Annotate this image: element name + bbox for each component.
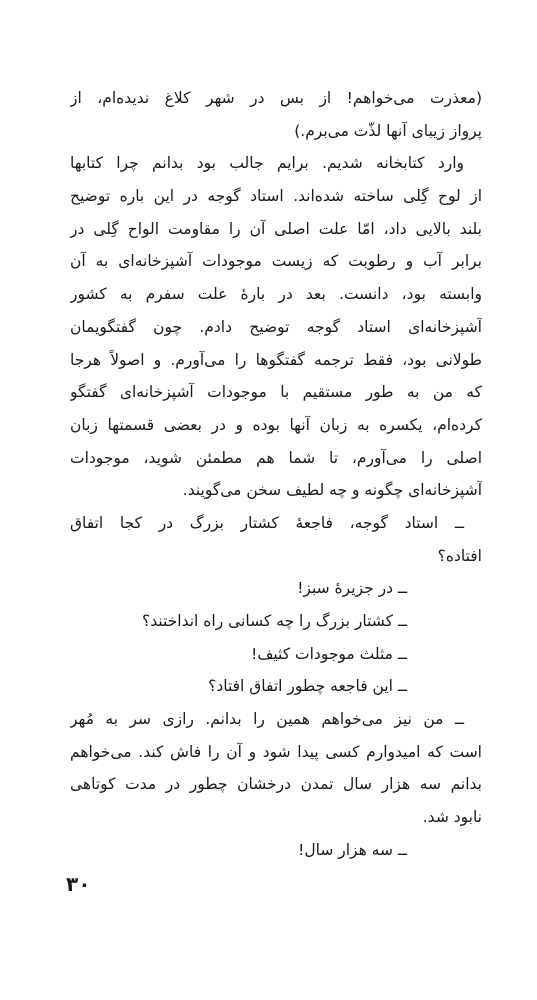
- text-line: از لوح گِلی ساخته شده‌اند. استاد گوجه در این باره توضیح: [70, 187, 482, 206]
- dialogue-line: ــ این فاجعه چطور اتفاق افتاد؟: [208, 677, 407, 696]
- dialogue-line: ــ کشتار بزرگ را چه کسانی راه انداختند؟: [141, 612, 407, 630]
- text-line: آشپزخانه‌ای چگونه و چه لطیف سخن می‌گویند.: [182, 481, 482, 500]
- dialogue-line: ــ مثلث موجودات کثیف!: [251, 644, 407, 663]
- dialogue-line: ــ من نیز می‌خواهم همین را بدانم. رازی سر به مُهر: [70, 710, 464, 729]
- body-text: [70, 82, 482, 867]
- dialogue-line: ــ در جزیرهٔ سبز!: [297, 579, 407, 598]
- text-line: پرواز زیبای آنها لذّت می‌برم.): [294, 121, 482, 140]
- text-line: آشپزخانه‌ای استاد گوجه توضیح دادم. چون گفتگویمان: [70, 317, 482, 336]
- dialogue-line: ــ سه هزار سال!: [298, 840, 407, 859]
- text-line: نابود شد.: [422, 808, 482, 827]
- page-number: ۳۰: [66, 872, 91, 896]
- text-line: وابسته بود، دانست. بعد در بارهٔ علت سفرم به کشور: [70, 285, 482, 304]
- text-line: بدانم سه هزار سال تمدن درخشان چطور در مدت کوتاهی: [70, 775, 482, 794]
- text-line: طولانی بود، فقط ترجمه گفتگوها را می‌آورم. و اصولاً هرجا: [70, 350, 482, 369]
- text-line: کرده‌ام، یکسره به زبان آنها بوده و در بعضی قسمتها زبان: [70, 415, 482, 434]
- text-line: اصلی را می‌آورم، تا شما هم مطمئن شوید، موجودات: [70, 448, 482, 467]
- text-line: برابر آب و رطوبت که زیست موجودات آشپزخانه‌ای به آن: [70, 252, 482, 271]
- text-line: است که امیدوارم کسی پیدا شود و آن را فاش کند. می‌خواهم: [70, 742, 482, 761]
- text-line: وارد کتابخانه شدیم. برایم جالب بود بدانم چرا کتابها: [70, 154, 464, 173]
- dialogue-line: ــ استاد گوجه، فاجعهٔ کشتار بزرگ در کجا اتفاق: [70, 513, 464, 532]
- text-line: (معذرت می‌خواهم! از بس در شهر کلاغ ندیده‌ام، از: [70, 89, 482, 107]
- text-line: بلند بالایی داد، امّا علت اصلی آن را مقاومت الواح گِلی در: [70, 219, 482, 238]
- dialogue-line: افتاده؟: [437, 546, 482, 565]
- text-line: که من به طور مستقیم با موجودات آشپزخانه‌ای گفتگو: [70, 383, 482, 402]
